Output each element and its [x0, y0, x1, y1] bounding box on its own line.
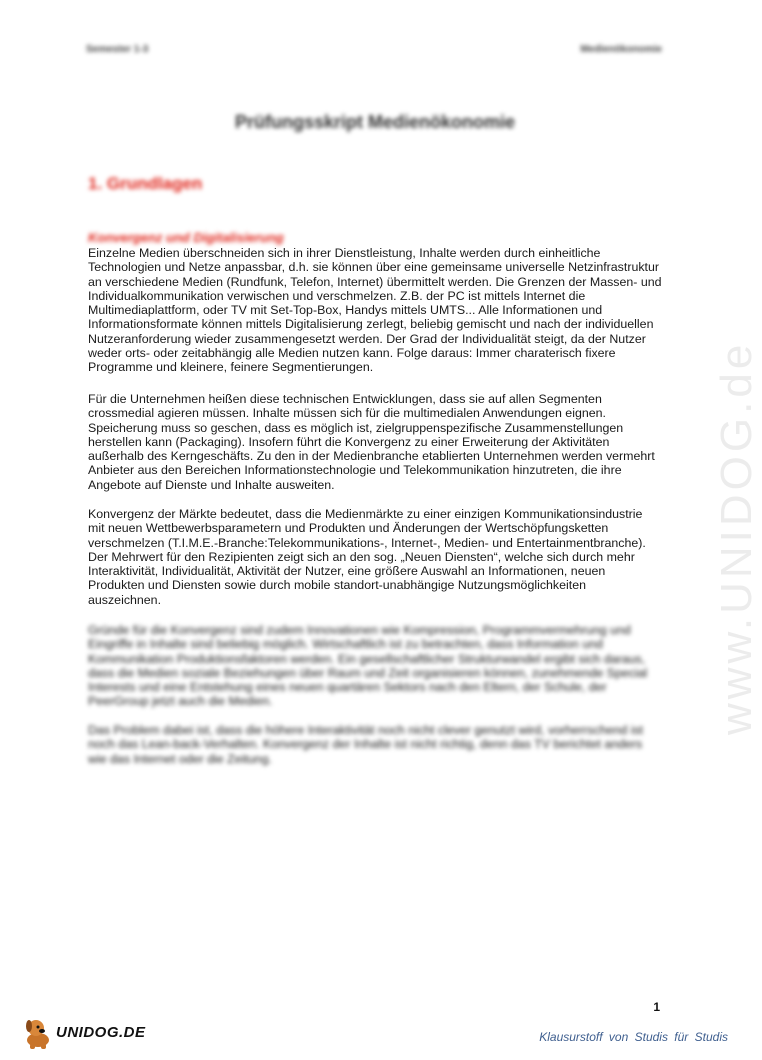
subsection-heading: Konvergenz und Digitalisierung	[88, 230, 284, 245]
footer-tagline: Klausurstoff von Studis für Studis	[539, 1030, 728, 1044]
watermark: www.UNIDOG.de	[712, 340, 761, 735]
paragraph-konvergenz-intro: Einzelne Medien überschneiden sich in ihrer Dienstleistung, Inhalte werden durch einheitliche Technologien und Netze anpassbar, d.h. sie können über eine gemeinsame universelle Netzinfrastruktur an verschiedene Medien (Rundfunk, Telefon, Internet) übermittelt werden. Die Grenzen der Massen- und Individualkommunikation verwischen und verschmelzen. Z.B. der PC ist mittels Internet die Multimediaplattform, oder TV mit Set-Top-Box, Handys mittels UMTS... Alle Informationen und Informationsformate können mittels Digitalisierung zerlegt, beliebig gemischt und nach der individuellen Nutzeranforderung wieder zusammengesetzt werden. Der Grad der Individualität steigt, da der Nutzer weder orts- oder zeitabhängig alle Medien nutzen kann. Folge daraus: Immer charaterisch fixere Programme und kleinere, feinere Segmentierungen.	[88, 246, 662, 375]
page-number: 1	[653, 1000, 660, 1014]
dog-mascot-icon	[22, 1014, 56, 1050]
document-title: Prüfungsskript Medienökonomie	[234, 112, 516, 132]
paragraph-maerkte: Konvergenz der Märkte bedeutet, dass die Medienmärkte zu einer einzigen Kommunikationsindustrie mit neuen Wettbewerbsparametern und Produkten und Änderungen der Wertschöpfungsketten verschmelzen (T.I.M.E.-Branche:Telekommunikations-, Internet-, Medien- und Entertainmentbranche). Der Mehrwert für den Rezipienten zeigt sich an den sog. „Neuen Diensten“, welche sich durch mehr Interaktivität, Individualität, Aktivität der Nutzer, eine größere Auswahl an Informationen, neuen Produkten und Diensten sowie durch mobile standort-unabhängige Nutzungsmöglichkeiten auszeichnen.	[88, 507, 646, 607]
logo-text: UNIDOG.DE	[56, 1024, 146, 1041]
section-heading: 1. Grundlagen	[88, 174, 203, 193]
paragraph-problem: Das Problem dabei ist, dass die höhere Interaktivität noch nicht clever genutzt wird, vorherrschend ist noch das Lean-back-Verhalten. Konvergenz der Inhalte ist nicht richtig, denn das TV berichtet anders wie das Internet oder die Zeitung.	[88, 723, 644, 766]
paragraph-gruende: Gründe für die Konvergenz sind zudem Innovationen wie Kompression, Programmvermehrung und Eingriffe in Inhalte sind beliebig möglich. Wirtschaftlich ist zu betrachten, dass Information und Kommunikation Produktionsfaktoren werden. Ein gesellschaftlicher Strukturwandel ergibt sich daraus, dass die Medien soziale Beziehungen über Raum und Zeit organisieren können, zunehmende Special Interests und eine Entstehung eines neuen quartären Sektors nach den Eltern, der Schule, der PeerGroup jetzt auch die Medien.	[88, 623, 648, 709]
header-semester: Semester 1-3	[86, 44, 149, 55]
header-course: Medienökonomie	[580, 44, 662, 55]
paragraph-unternehmen: Für die Unternehmen heißen diese technischen Entwicklungen, dass sie auf allen Segmenten crossmedial agieren müssen. Inhalte müssen sich für die multimedialen Anwendungen eignen. Speicherung muss so geschen, dass es möglich ist, zielgruppenspezifische Zusammenstellungen herstellen kann (Packaging). Insofern führt die Konvergenz zu einer Erweiterung der Aktivitäten außerhalb des Kerngeschäfts. Zu den in der Medienbranche etablierten Unternehmen werden vermehrt Anbieter aus den Bereichen Informationstechnologie und Telekommunikation hinzutreten, die ihre Angebote auf Dienste und Inhalte ausweiten.	[88, 392, 655, 492]
